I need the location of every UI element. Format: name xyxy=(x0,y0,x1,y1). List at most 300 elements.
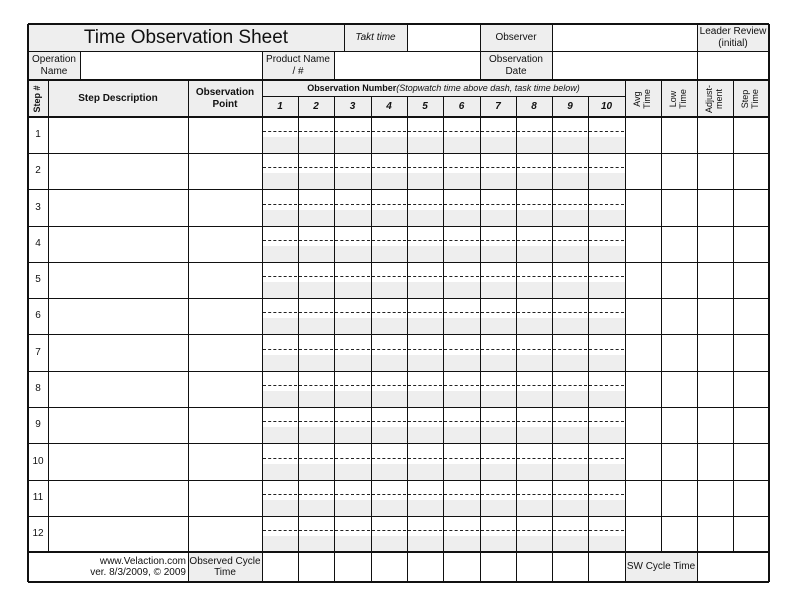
observation-time-field[interactable] xyxy=(588,117,625,153)
observer-field[interactable] xyxy=(552,24,697,51)
low-time-field[interactable] xyxy=(661,407,697,443)
observation-point-field[interactable] xyxy=(188,262,262,298)
observation-time-field[interactable] xyxy=(407,117,443,153)
observer-label: Observer xyxy=(495,31,537,43)
low-time-field[interactable] xyxy=(661,117,697,153)
observation-time-field[interactable] xyxy=(334,153,371,189)
adjustment-field[interactable] xyxy=(697,371,733,407)
low-time-field[interactable] xyxy=(661,443,697,480)
observation-time-field[interactable] xyxy=(407,334,443,371)
stopwatch-dash xyxy=(444,276,479,277)
cycle-time-field[interactable] xyxy=(262,552,298,582)
observation-time-field[interactable] xyxy=(516,516,552,552)
stopwatch-dash xyxy=(553,385,587,386)
observation-time-field[interactable] xyxy=(407,262,443,298)
stopwatch-dash xyxy=(372,494,406,495)
adjustment-field[interactable] xyxy=(697,153,733,189)
observation-time-field[interactable] xyxy=(480,153,516,189)
stopwatch-dash xyxy=(263,240,297,241)
step-description-field[interactable] xyxy=(48,443,188,480)
stopwatch-dash xyxy=(299,385,333,386)
stopwatch-dash xyxy=(408,312,442,313)
observation-time-field[interactable] xyxy=(516,334,552,371)
observation-time-field[interactable] xyxy=(480,371,516,407)
observation-column-number: 9 xyxy=(567,100,573,112)
observation-time-field[interactable] xyxy=(443,189,480,226)
footer-credits xyxy=(28,552,188,582)
observation-time-field[interactable] xyxy=(407,480,443,516)
step-time-header: Step Time xyxy=(740,89,760,109)
observation-time-field[interactable] xyxy=(480,407,516,443)
observation-time-field[interactable] xyxy=(334,262,371,298)
observation-time-field[interactable] xyxy=(298,516,334,552)
grid-line xyxy=(28,79,769,81)
observation-time-field[interactable] xyxy=(552,153,588,189)
observation-time-field[interactable] xyxy=(334,516,371,552)
grid-line xyxy=(625,80,626,582)
observation-point-field[interactable] xyxy=(188,298,262,334)
adjustment-field[interactable] xyxy=(697,117,733,153)
stopwatch-dash xyxy=(517,276,551,277)
observation-point-field[interactable] xyxy=(188,443,262,480)
adjustment-field[interactable] xyxy=(697,298,733,334)
observation-point-field[interactable] xyxy=(188,516,262,552)
observation-time-field[interactable] xyxy=(552,226,588,262)
observation-time-field[interactable] xyxy=(407,153,443,189)
observation-time-field[interactable] xyxy=(552,117,588,153)
low-time-field[interactable] xyxy=(661,262,697,298)
grid-line xyxy=(28,443,769,444)
step-description-field[interactable] xyxy=(48,117,188,153)
stopwatch-dash xyxy=(335,167,370,168)
step-description-field[interactable] xyxy=(48,298,188,334)
grid-line xyxy=(334,96,335,582)
observation-time-field[interactable] xyxy=(298,262,334,298)
observation-time-field[interactable] xyxy=(552,298,588,334)
adjustment-field[interactable] xyxy=(697,226,733,262)
observation-time-field[interactable] xyxy=(262,153,298,189)
observation-time-field[interactable] xyxy=(588,516,625,552)
observation-point-field[interactable] xyxy=(188,117,262,153)
observation-time-field[interactable] xyxy=(262,516,298,552)
step-description-field[interactable] xyxy=(48,516,188,552)
observation-time-field[interactable] xyxy=(371,226,407,262)
step-time-field[interactable] xyxy=(733,262,769,298)
avg-time-field[interactable] xyxy=(625,226,661,262)
observation-time-field[interactable] xyxy=(516,298,552,334)
observation-time-field[interactable] xyxy=(298,153,334,189)
grid-line xyxy=(480,96,481,582)
observation-time-field[interactable] xyxy=(298,443,334,480)
avg-time-field[interactable] xyxy=(625,516,661,552)
observation-time-field[interactable] xyxy=(588,189,625,226)
observation-time-field[interactable] xyxy=(443,262,480,298)
observation-time-field[interactable] xyxy=(298,298,334,334)
stopwatch-dash xyxy=(335,312,370,313)
observation-time-field[interactable] xyxy=(588,371,625,407)
adjustment-field[interactable] xyxy=(697,262,733,298)
observation-time-field[interactable] xyxy=(371,443,407,480)
stopwatch-dash xyxy=(299,494,333,495)
stopwatch-dash xyxy=(444,312,479,313)
observation-time-field[interactable] xyxy=(334,371,371,407)
observation-time-field[interactable] xyxy=(334,334,371,371)
observation-time-field[interactable] xyxy=(262,334,298,371)
observation-time-field[interactable] xyxy=(407,298,443,334)
observation-time-field[interactable] xyxy=(371,407,407,443)
stopwatch-dash xyxy=(553,494,587,495)
observation-time-field[interactable] xyxy=(588,226,625,262)
step-time-field[interactable] xyxy=(733,334,769,371)
grid-line xyxy=(344,24,345,51)
sw-cycle-time-field[interactable] xyxy=(697,552,769,582)
step-time-field[interactable] xyxy=(733,480,769,516)
observation-time-field[interactable] xyxy=(443,298,480,334)
stopwatch-dash xyxy=(263,421,297,422)
observation-time-field[interactable] xyxy=(334,298,371,334)
cycle-time-field[interactable] xyxy=(334,552,371,582)
observation-point-field[interactable] xyxy=(188,153,262,189)
stopwatch-dash xyxy=(372,458,406,459)
stopwatch-dash xyxy=(589,276,624,277)
observation-time-field[interactable] xyxy=(552,480,588,516)
stopwatch-dash xyxy=(517,312,551,313)
observation-time-field[interactable] xyxy=(298,117,334,153)
step-description-field[interactable] xyxy=(48,226,188,262)
observation-time-field[interactable] xyxy=(552,189,588,226)
observation-time-field[interactable] xyxy=(552,516,588,552)
avg-time-field[interactable] xyxy=(625,480,661,516)
step-number: 4 xyxy=(35,238,41,250)
adjustment-field[interactable] xyxy=(697,480,733,516)
observation-time-field[interactable] xyxy=(516,226,552,262)
observation-time-field[interactable] xyxy=(516,443,552,480)
observation-time-field[interactable] xyxy=(371,117,407,153)
step-time-field[interactable] xyxy=(733,226,769,262)
observation-time-field[interactable] xyxy=(443,407,480,443)
observation-time-field[interactable] xyxy=(588,480,625,516)
observation-time-field[interactable] xyxy=(262,189,298,226)
observation-time-field[interactable] xyxy=(262,262,298,298)
observation-point-field[interactable] xyxy=(188,189,262,226)
observation-time-field[interactable] xyxy=(480,117,516,153)
low-time-field[interactable] xyxy=(661,480,697,516)
sw-cycle-time-label: SW Cycle Time xyxy=(626,561,696,573)
stopwatch-dash xyxy=(335,131,370,132)
grid-line xyxy=(661,80,662,552)
observation-time-field[interactable] xyxy=(516,153,552,189)
step-description-field[interactable] xyxy=(48,334,188,371)
step-description-field[interactable] xyxy=(48,371,188,407)
observation-time-field[interactable] xyxy=(371,480,407,516)
observation-time-field[interactable] xyxy=(262,371,298,407)
step-description-header: Step Description xyxy=(78,92,158,104)
stopwatch-dash xyxy=(444,167,479,168)
stopwatch-dash xyxy=(481,494,515,495)
step-time-field[interactable] xyxy=(733,117,769,153)
observation-time-field[interactable] xyxy=(588,443,625,480)
product-name-field[interactable] xyxy=(334,51,480,80)
avg-time-field[interactable] xyxy=(625,262,661,298)
grid-line xyxy=(28,298,769,299)
observation-point-field[interactable] xyxy=(188,226,262,262)
observation-time-field[interactable] xyxy=(334,189,371,226)
observation-time-field[interactable] xyxy=(552,334,588,371)
grid-line xyxy=(28,516,769,517)
observation-time-field[interactable] xyxy=(334,226,371,262)
observation-time-field[interactable] xyxy=(262,443,298,480)
observation-time-field[interactable] xyxy=(480,298,516,334)
observation-time-field[interactable] xyxy=(480,334,516,371)
observation-time-field[interactable] xyxy=(516,407,552,443)
observation-point-field[interactable] xyxy=(188,407,262,443)
observation-time-field[interactable] xyxy=(298,226,334,262)
observation-time-field[interactable] xyxy=(298,480,334,516)
adjustment-field[interactable] xyxy=(697,516,733,552)
stopwatch-dash xyxy=(553,458,587,459)
observation-time-field[interactable] xyxy=(371,516,407,552)
observation-column-number: 7 xyxy=(495,100,501,112)
stopwatch-dash xyxy=(372,312,406,313)
low-time-field[interactable] xyxy=(661,371,697,407)
observation-time-field[interactable] xyxy=(480,189,516,226)
stopwatch-dash xyxy=(481,421,515,422)
observation-time-field[interactable] xyxy=(480,516,516,552)
stopwatch-dash xyxy=(589,240,624,241)
stopwatch-dash xyxy=(335,421,370,422)
step-number: 3 xyxy=(35,201,41,213)
adjustment-header: Adjust- ment xyxy=(704,85,724,114)
observation-number-note: (Stopwatch time above dash, task time below) xyxy=(396,82,580,93)
observation-time-field[interactable] xyxy=(262,226,298,262)
observation-time-field[interactable] xyxy=(298,407,334,443)
stopwatch-dash xyxy=(263,276,297,277)
low-time-field[interactable] xyxy=(661,516,697,552)
observation-column-number: 3 xyxy=(349,100,356,112)
observation-time-field[interactable] xyxy=(516,117,552,153)
observation-point-header: Observation Point xyxy=(195,87,255,110)
observation-time-field[interactable] xyxy=(262,117,298,153)
low-time-field[interactable] xyxy=(661,226,697,262)
observation-time-field[interactable] xyxy=(552,443,588,480)
observation-time-field[interactable] xyxy=(407,516,443,552)
cycle-time-field[interactable] xyxy=(443,552,480,582)
stopwatch-dash xyxy=(589,312,624,313)
step-time-field[interactable] xyxy=(733,443,769,480)
stopwatch-dash xyxy=(372,530,406,531)
stopwatch-dash xyxy=(299,240,333,241)
observation-time-field[interactable] xyxy=(371,189,407,226)
page-title: Time Observation Sheet xyxy=(83,26,289,48)
stopwatch-dash xyxy=(372,167,406,168)
grid-line xyxy=(407,96,408,582)
step-time-field[interactable] xyxy=(733,153,769,189)
leader-review-field[interactable] xyxy=(697,51,769,80)
step-time-field[interactable] xyxy=(733,407,769,443)
low-time-field[interactable] xyxy=(661,298,697,334)
stopwatch-dash xyxy=(517,349,551,350)
grid-line xyxy=(80,51,81,80)
stopwatch-dash xyxy=(444,204,479,205)
observation-time-field[interactable] xyxy=(516,189,552,226)
step-description-field[interactable] xyxy=(48,262,188,298)
cycle-time-field[interactable] xyxy=(298,552,334,582)
stopwatch-dash xyxy=(299,276,333,277)
step-description-field[interactable] xyxy=(48,153,188,189)
observation-time-field[interactable] xyxy=(298,189,334,226)
avg-time-field[interactable] xyxy=(625,443,661,480)
observation-time-field[interactable] xyxy=(480,226,516,262)
stopwatch-dash xyxy=(408,204,442,205)
grid-line xyxy=(262,96,625,97)
observation-time-field[interactable] xyxy=(407,371,443,407)
stopwatch-dash xyxy=(263,204,297,205)
cycle-time-field[interactable] xyxy=(516,552,552,582)
avg-time-field[interactable] xyxy=(625,407,661,443)
observation-time-field[interactable] xyxy=(371,334,407,371)
takt-time-field[interactable] xyxy=(407,24,480,51)
observation-time-field[interactable] xyxy=(371,262,407,298)
observation-time-field[interactable] xyxy=(334,480,371,516)
stopwatch-dash xyxy=(408,349,442,350)
observation-time-field[interactable] xyxy=(407,407,443,443)
observation-time-field[interactable] xyxy=(588,262,625,298)
step-time-field[interactable] xyxy=(733,371,769,407)
step-number: 2 xyxy=(35,165,41,177)
avg-time-field[interactable] xyxy=(625,153,661,189)
stopwatch-dash xyxy=(553,240,587,241)
cycle-time-field[interactable] xyxy=(552,552,588,582)
low-time-field[interactable] xyxy=(661,153,697,189)
observation-time-field[interactable] xyxy=(480,480,516,516)
stopwatch-dash xyxy=(517,167,551,168)
grid-line xyxy=(768,24,770,582)
stopwatch-dash xyxy=(408,385,442,386)
step-number: 7 xyxy=(35,346,41,358)
cycle-time-field[interactable] xyxy=(407,552,443,582)
low-time-field[interactable] xyxy=(661,334,697,371)
avg-time-field[interactable] xyxy=(625,298,661,334)
observation-time-field[interactable] xyxy=(588,334,625,371)
stopwatch-dash xyxy=(517,204,551,205)
observation-time-field[interactable] xyxy=(516,371,552,407)
avg-time-field[interactable] xyxy=(625,371,661,407)
observation-time-field[interactable] xyxy=(552,407,588,443)
observation-time-field[interactable] xyxy=(407,226,443,262)
adjustment-field[interactable] xyxy=(697,443,733,480)
observation-time-field[interactable] xyxy=(407,443,443,480)
adjustment-field[interactable] xyxy=(697,189,733,226)
observation-date-field[interactable] xyxy=(552,51,697,80)
observation-time-field[interactable] xyxy=(262,407,298,443)
grid-line xyxy=(28,407,769,408)
step-time-field[interactable] xyxy=(733,298,769,334)
observation-time-field[interactable] xyxy=(334,117,371,153)
observation-time-field[interactable] xyxy=(443,226,480,262)
observation-number-title: Observation Number xyxy=(307,82,397,93)
step-description-field[interactable] xyxy=(48,407,188,443)
observation-time-field[interactable] xyxy=(371,153,407,189)
observation-point-field[interactable] xyxy=(188,480,262,516)
grid-line xyxy=(552,96,553,582)
observation-time-field[interactable] xyxy=(371,371,407,407)
step-number: 5 xyxy=(35,274,41,286)
grid-line xyxy=(697,24,698,80)
stopwatch-dash xyxy=(299,530,333,531)
step-time-field[interactable] xyxy=(733,189,769,226)
observation-time-field[interactable] xyxy=(480,443,516,480)
cycle-time-field[interactable] xyxy=(588,552,625,582)
stopwatch-dash xyxy=(481,204,515,205)
observation-time-field[interactable] xyxy=(334,407,371,443)
observation-time-field[interactable] xyxy=(443,516,480,552)
observation-time-field[interactable] xyxy=(588,153,625,189)
observation-time-field[interactable] xyxy=(443,153,480,189)
observation-time-field[interactable] xyxy=(407,189,443,226)
stopwatch-dash xyxy=(553,530,587,531)
observation-number-header xyxy=(262,80,625,96)
observation-time-field[interactable] xyxy=(262,298,298,334)
observation-time-field[interactable] xyxy=(443,117,480,153)
observation-time-field[interactable] xyxy=(480,262,516,298)
operation-name-field[interactable] xyxy=(80,51,262,80)
observation-column-number: 5 xyxy=(422,100,428,112)
observation-time-field[interactable] xyxy=(552,371,588,407)
version-text: ver. 8/3/2009, © 2009 xyxy=(90,567,186,578)
adjustment-field[interactable] xyxy=(697,334,733,371)
observation-time-field[interactable] xyxy=(552,262,588,298)
observation-time-field[interactable] xyxy=(588,407,625,443)
stopwatch-dash xyxy=(263,458,297,459)
stopwatch-dash xyxy=(444,349,479,350)
grid-line xyxy=(552,24,553,80)
stopwatch-dash xyxy=(481,458,515,459)
observation-time-field[interactable] xyxy=(443,480,480,516)
cycle-time-field[interactable] xyxy=(371,552,407,582)
grid-line xyxy=(48,80,49,552)
step-description-field[interactable] xyxy=(48,189,188,226)
observation-time-field[interactable] xyxy=(443,443,480,480)
observation-time-field[interactable] xyxy=(298,371,334,407)
observation-time-field[interactable] xyxy=(443,334,480,371)
avg-time-field[interactable] xyxy=(625,334,661,371)
avg-time-field[interactable] xyxy=(625,117,661,153)
observation-point-field[interactable] xyxy=(188,371,262,407)
grid-line xyxy=(188,80,189,582)
observation-time-field[interactable] xyxy=(298,334,334,371)
grid-line xyxy=(371,96,372,582)
stopwatch-dash xyxy=(335,240,370,241)
avg-time-field[interactable] xyxy=(625,189,661,226)
low-time-field[interactable] xyxy=(661,189,697,226)
observation-date-label: Observation Date xyxy=(489,54,543,77)
observation-time-field[interactable] xyxy=(334,443,371,480)
observation-time-field[interactable] xyxy=(262,480,298,516)
grid-line xyxy=(28,480,769,481)
observation-time-field[interactable] xyxy=(588,298,625,334)
adjustment-field[interactable] xyxy=(697,407,733,443)
stopwatch-dash xyxy=(589,494,624,495)
observation-time-field[interactable] xyxy=(371,298,407,334)
cycle-time-field[interactable] xyxy=(480,552,516,582)
observation-time-field[interactable] xyxy=(516,480,552,516)
observation-point-field[interactable] xyxy=(188,334,262,371)
observation-time-field[interactable] xyxy=(516,262,552,298)
step-description-field[interactable] xyxy=(48,480,188,516)
observation-time-field[interactable] xyxy=(443,371,480,407)
step-time-field[interactable] xyxy=(733,516,769,552)
stopwatch-dash xyxy=(408,421,442,422)
